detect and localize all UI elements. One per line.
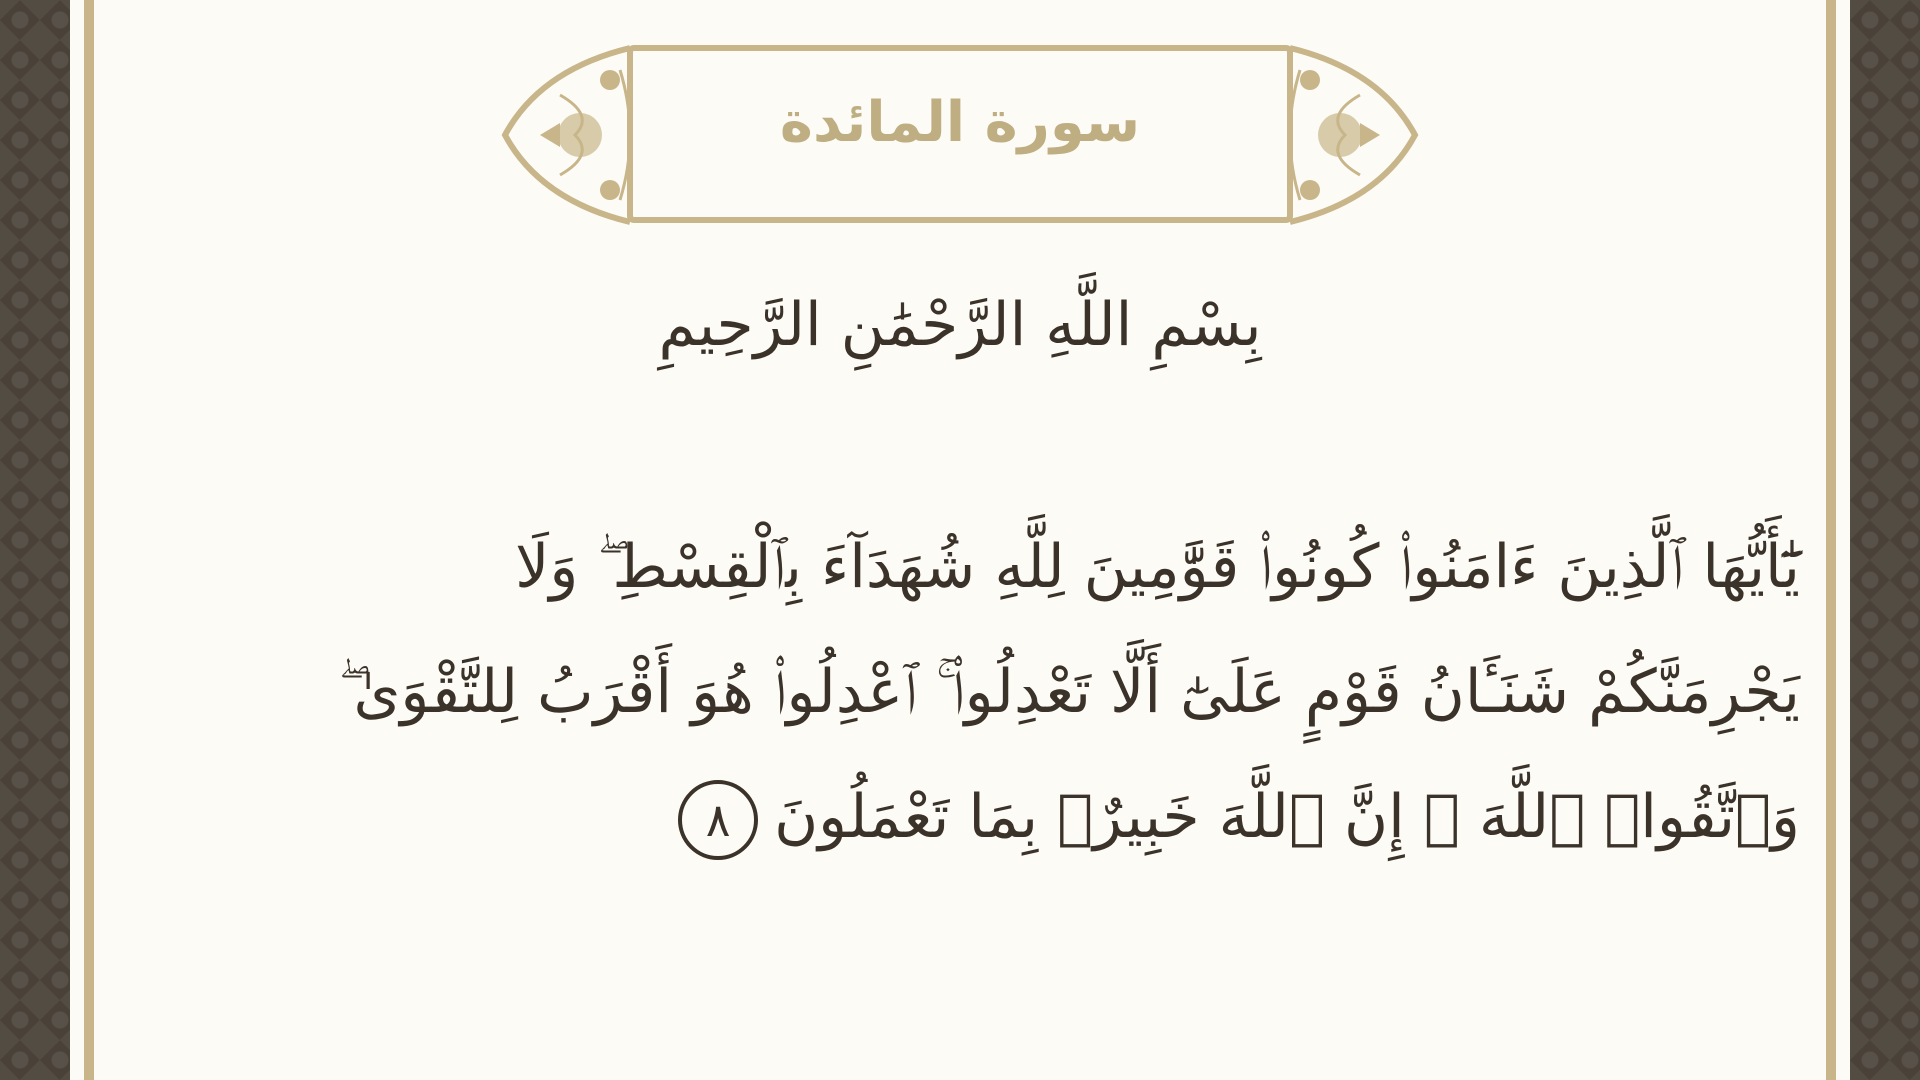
left-ornament-band bbox=[0, 0, 70, 1080]
right-ornament-band bbox=[1850, 0, 1920, 1080]
surah-title: سورة المائدة bbox=[779, 90, 1141, 155]
verse-line-3 bbox=[240, 755, 1800, 880]
surah-header-frame bbox=[500, 40, 1420, 230]
verse-text bbox=[240, 505, 1800, 880]
verse-line-1: يَٰٓأَيُّهَا ٱلَّذِينَ ءَامَنُوا۟ كُونُوا۟ قَوَّٰمِينَ لِلَّهِ شُهَدَآءَ بِٱلْقِسْطِ ۖ وَلَا bbox=[515, 532, 1800, 602]
verse-line-2: يَجْرِمَنَّكُمْ شَنَـَٔانُ قَوْمٍ عَلَىٰٓ أَلَّا تَعْدِلُوا۟ ۚ ٱعْدِلُوا۟ هُوَ أَقْرَبُ لِلتَّقْوَىٰ ۖ bbox=[338, 657, 1800, 727]
left-gold-border bbox=[84, 0, 94, 1080]
right-gold-border bbox=[1826, 0, 1836, 1080]
basmala: بِسْمِ اللَّهِ الرَّحْمَٰنِ الرَّحِيمِ bbox=[658, 290, 1262, 360]
verse-line-3-text: وَٱتَّقُوا۟ ٱللَّهَ ۚ إِنَّ ٱللَّهَ خَبِيرٌۢ بِمَا تَعْمَلُونَ bbox=[774, 782, 1800, 852]
ayah-number-marker-icon: ٨ bbox=[678, 780, 758, 860]
